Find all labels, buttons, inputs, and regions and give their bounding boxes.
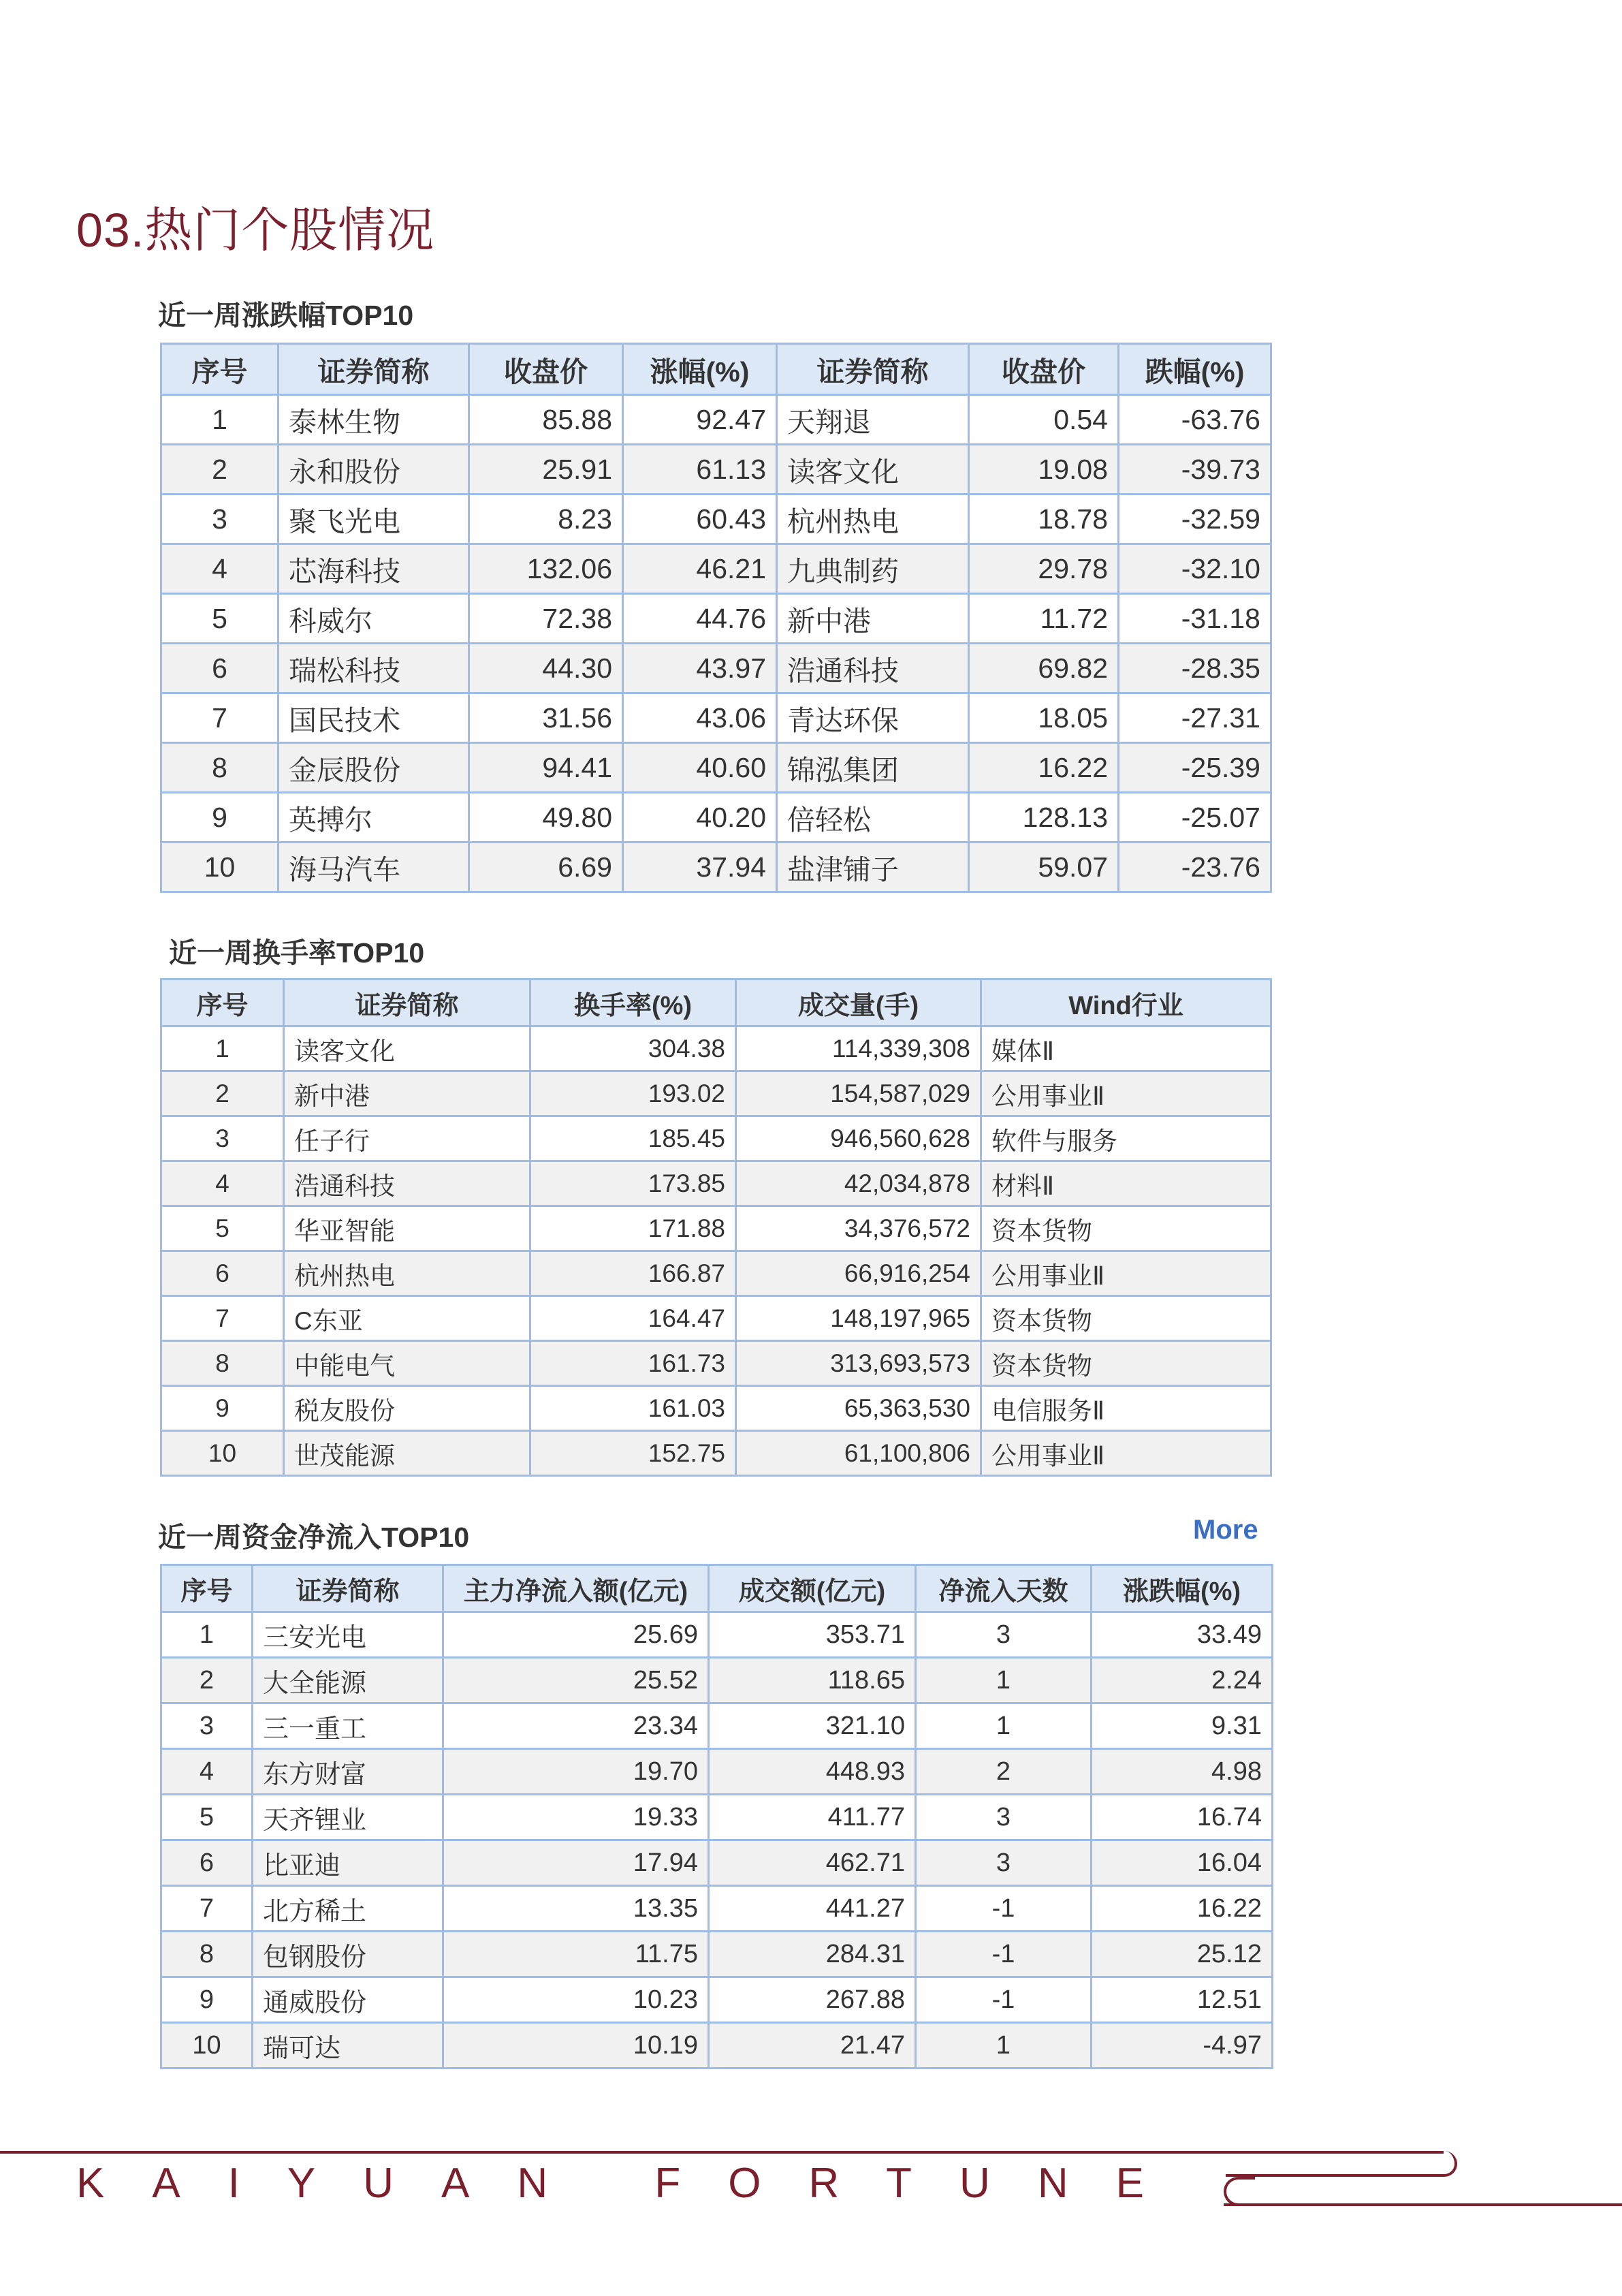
net-inflow-table [160,1564,1273,2069]
table-cell: 6 [161,644,279,693]
table-cell: 94.41 [469,743,623,793]
table-cell: 7 [161,1296,284,1341]
column-header: 序号 [161,1565,253,1612]
table-cell: 2 [161,1071,284,1116]
table-cell: 6 [161,1840,253,1886]
table-cell: 25.52 [443,1658,709,1703]
table-cell: 5 [161,594,279,644]
table-cell: 软件与服务 [981,1116,1271,1161]
stock-name-link[interactable]: 天翔退 [777,395,969,445]
stock-name-link[interactable]: 科威尔 [279,594,469,644]
table-cell: 23.34 [443,1703,709,1749]
footer-ornament-cap [1224,2177,1255,2206]
table-row [161,1206,1271,1251]
table-row [161,1977,1273,2023]
table-cell: 114,339,308 [736,1026,981,1071]
table-cell: 9.31 [1092,1703,1273,1749]
table-cell: 284.31 [709,1932,916,1977]
table-row [161,1026,1271,1071]
table-cell: -31.18 [1119,594,1271,644]
table-row [161,1341,1271,1386]
table-cell: 16.74 [1092,1795,1273,1840]
table-cell: 462.71 [709,1840,916,1886]
table-cell: 154,587,029 [736,1071,981,1116]
stock-name-link[interactable]: 金辰股份 [279,743,469,793]
table-cell: 1 [161,395,279,445]
table-cell: 40.60 [623,743,777,793]
table-cell: 128.13 [969,793,1119,843]
table-cell: 132.06 [469,544,623,594]
column-header: 证券简称 [253,1565,443,1612]
table-cell: 13.35 [443,1886,709,1932]
table-cell: 16.22 [969,743,1119,793]
table-cell: 8 [161,1932,253,1977]
table-cell: 19.70 [443,1749,709,1795]
table-cell: 148,197,965 [736,1296,981,1341]
table-cell: 33.49 [1092,1612,1273,1658]
stock-name-link[interactable]: 三安光电 [253,1612,443,1658]
table-cell: 25.69 [443,1612,709,1658]
stock-name-link[interactable]: 盐津铺子 [777,843,969,892]
table-row [161,1795,1273,1840]
table-row [161,1431,1271,1476]
table-cell: 49.80 [469,793,623,843]
table-cell: 4 [161,544,279,594]
table-cell: 3 [916,1612,1092,1658]
table-cell: 173.85 [530,1161,736,1206]
stock-name-link[interactable]: 读客文化 [777,445,969,494]
table-row [161,594,1271,644]
table-row [161,1386,1271,1431]
table-cell: 电信服务Ⅱ [981,1386,1271,1431]
table-row [161,445,1271,494]
column-header: 证券简称 [777,344,969,395]
footer-rule-lower [1224,2203,1622,2206]
column-header: 涨跌幅(%) [1092,1565,1273,1612]
stock-name-link[interactable]: 包钢股份 [253,1932,443,1977]
table-cell: 2 [161,445,279,494]
table-row [161,395,1271,445]
table-cell: -39.73 [1119,445,1271,494]
stock-name-link[interactable]: 英搏尔 [279,793,469,843]
column-header: 主力净流入额(亿元) [443,1565,709,1612]
table-cell: 34,376,572 [736,1206,981,1251]
table-cell: 19.33 [443,1795,709,1840]
table-cell: 3 [161,1703,253,1749]
table-cell: 8.23 [469,494,623,544]
table-cell: -4.97 [1092,2023,1273,2069]
table-cell: 31.56 [469,693,623,743]
table-cell: -32.10 [1119,544,1271,594]
table-cell: 18.78 [969,494,1119,544]
stock-name-link[interactable]: 华亚智能 [284,1206,530,1251]
table-cell: 18.05 [969,693,1119,743]
table-cell: 1 [161,1026,284,1071]
table-cell: 19.08 [969,445,1119,494]
table-cell: 85.88 [469,395,623,445]
table-cell: 353.71 [709,1612,916,1658]
column-header: 净流入天数 [916,1565,1092,1612]
table-cell: 1 [161,1612,253,1658]
table-cell: 10.19 [443,2023,709,2069]
table-cell: 69.82 [969,644,1119,693]
table-title-net-inflow: 近一周资金净流入TOP10 [158,1522,470,1553]
table-cell: -1 [916,1932,1092,1977]
table-cell: 2 [916,1749,1092,1795]
table-cell: 4 [161,1749,253,1795]
table-cell: 16.04 [1092,1840,1273,1886]
stock-name-link[interactable]: 天齐锂业 [253,1795,443,1840]
table-cell: 40.20 [623,793,777,843]
stock-name-link[interactable]: 杭州热电 [777,494,969,544]
stock-name-link[interactable]: 瑞松科技 [279,644,469,693]
stock-name-link[interactable]: 国民技术 [279,693,469,743]
table-cell: 185.45 [530,1116,736,1161]
footer-ornament [1226,2151,1457,2177]
column-header: 换手率(%) [530,979,736,1026]
table-cell: 46.21 [623,544,777,594]
table-row [161,1749,1273,1795]
table-cell: 61,100,806 [736,1431,981,1476]
table-cell: 7 [161,693,279,743]
table-row [161,1296,1271,1341]
table-row [161,1161,1271,1206]
table-cell: 43.06 [623,693,777,743]
table-cell: 161.03 [530,1386,736,1431]
table-cell: 3 [916,1795,1092,1840]
table-cell: 171.88 [530,1206,736,1251]
table-cell: 1 [916,1658,1092,1703]
table-cell: 11.75 [443,1932,709,1977]
table-cell: 3 [161,494,279,544]
table-cell: 37.94 [623,843,777,892]
table-row [161,1071,1271,1116]
stock-name-link[interactable]: 大全能源 [253,1658,443,1703]
column-header: 证券简称 [279,344,469,395]
table-title-turnover: 近一周换手率TOP10 [169,937,425,969]
page-heading: 03.热门个股情况 [76,204,435,257]
table-cell: -63.76 [1119,395,1271,445]
table-row [161,743,1271,793]
stock-name-link[interactable]: 杭州热电 [284,1251,530,1296]
table-cell: 9 [161,1977,253,2023]
stock-name-link[interactable]: 北方稀土 [253,1886,443,1932]
table-cell: -32.59 [1119,494,1271,544]
stock-name-link[interactable]: 浩通科技 [777,644,969,693]
table-row [161,1932,1273,1977]
table-cell: 4 [161,1161,284,1206]
table-cell: 12.51 [1092,1977,1273,2023]
table-cell: 448.93 [709,1749,916,1795]
table-cell: 60.43 [623,494,777,544]
table-row [161,1116,1271,1161]
table-row [161,1251,1271,1296]
footer-brand: KAIYUAN FORTUNE [76,2160,1192,2207]
table-cell: 43.97 [623,644,777,693]
table-cell: 2 [161,1658,253,1703]
table-cell: 4.98 [1092,1749,1273,1795]
table-cell: 193.02 [530,1071,736,1116]
table-row [161,1886,1273,1932]
table-cell: 66,916,254 [736,1251,981,1296]
stock-name-link[interactable]: 倍轻松 [777,793,969,843]
column-header: 序号 [161,344,279,395]
table-cell: 3 [916,1840,1092,1886]
stock-name-link[interactable]: 比亚迪 [253,1840,443,1886]
table-cell: 313,693,573 [736,1341,981,1386]
table-cell: 152.75 [530,1431,736,1476]
stock-name-link[interactable]: 世茂能源 [284,1431,530,1476]
column-header: 成交额(亿元) [709,1565,916,1612]
table-cell: 10.23 [443,1977,709,2023]
table-cell: 61.13 [623,445,777,494]
table-header-row [161,979,1271,1026]
stock-name-link[interactable]: 任子行 [284,1116,530,1161]
stock-name-link[interactable]: 聚飞光电 [279,494,469,544]
stock-name-link[interactable]: 芯海科技 [279,544,469,594]
table-cell: 17.94 [443,1840,709,1886]
table-row [161,1612,1273,1658]
table-cell: 65,363,530 [736,1386,981,1431]
table-cell: 6 [161,1251,284,1296]
stock-name-link[interactable]: 新中港 [777,594,969,644]
column-header: 成交量(手) [736,979,981,1026]
table-cell: 16.22 [1092,1886,1273,1932]
table-cell: 8 [161,743,279,793]
table-cell: 公用事业Ⅱ [981,1431,1271,1476]
table-cell: 321.10 [709,1703,916,1749]
table-cell: 9 [161,793,279,843]
stock-name-link[interactable]: C东亚 [284,1296,530,1341]
table-header-row [161,344,1271,395]
turnover-table [160,978,1272,1477]
table-row [161,1840,1273,1886]
stock-name-link[interactable]: 通威股份 [253,1977,443,2023]
table-cell: 11.72 [969,594,1119,644]
stock-name-link[interactable]: 中能电气 [284,1341,530,1386]
table-cell: 441.27 [709,1886,916,1932]
table-cell: 92.47 [623,395,777,445]
column-header: 跌幅(%) [1119,344,1271,395]
table-cell: 媒体Ⅱ [981,1026,1271,1071]
table-cell: 72.38 [469,594,623,644]
table-cell: -23.76 [1119,843,1271,892]
table-row [161,1703,1273,1749]
table-row [161,693,1271,743]
table-cell: 267.88 [709,1977,916,2023]
column-header: 证券简称 [284,979,530,1026]
table-cell: 资本货物 [981,1296,1271,1341]
table-cell: 304.38 [530,1026,736,1071]
table-cell: 材料Ⅱ [981,1161,1271,1206]
column-header: 收盘价 [969,344,1119,395]
column-header: 序号 [161,979,284,1026]
stock-name-link[interactable]: 新中港 [284,1071,530,1116]
stock-name-link[interactable]: 东方财富 [253,1749,443,1795]
table-row [161,1658,1273,1703]
column-header: 涨幅(%) [623,344,777,395]
table-cell: 5 [161,1795,253,1840]
stock-name-link[interactable]: 三一重工 [253,1703,443,1749]
table-row [161,644,1271,693]
table-cell: 8 [161,1341,284,1386]
stock-name-link[interactable]: 浩通科技 [284,1161,530,1206]
table-cell: 6.69 [469,843,623,892]
table-cell: 资本货物 [981,1206,1271,1251]
table-cell: -25.07 [1119,793,1271,843]
stock-name-link[interactable]: 海马汽车 [279,843,469,892]
table-cell: -27.31 [1119,693,1271,743]
stock-name-link[interactable]: 泰林生物 [279,395,469,445]
table-cell: 0.54 [969,395,1119,445]
table-cell: 5 [161,1206,284,1251]
stock-name-link[interactable]: 永和股份 [279,445,469,494]
table-row [161,2023,1273,2069]
table-cell: 161.73 [530,1341,736,1386]
table-cell: 59.07 [969,843,1119,892]
column-header: Wind行业 [981,979,1271,1026]
table-header-row [161,1565,1273,1612]
price-change-table [160,343,1272,893]
stock-name-link[interactable]: 读客文化 [284,1026,530,1071]
table-cell: -25.39 [1119,743,1271,793]
table-cell: -28.35 [1119,644,1271,693]
stock-name-link[interactable]: 锦泓集团 [777,743,969,793]
table-cell: 10 [161,843,279,892]
table-cell: -1 [916,1886,1092,1932]
table-cell: 1 [916,2023,1092,2069]
table-cell: 1 [916,1703,1092,1749]
stock-name-link[interactable]: 瑞可达 [253,2023,443,2069]
table-cell: 3 [161,1116,284,1161]
stock-name-link[interactable]: 九典制药 [777,544,969,594]
column-header: 收盘价 [469,344,623,395]
table-cell: 资本货物 [981,1341,1271,1386]
table-cell: 公用事业Ⅱ [981,1251,1271,1296]
table-row [161,793,1271,843]
table-row [161,544,1271,594]
table-cell: 42,034,878 [736,1161,981,1206]
table-cell: 公用事业Ⅱ [981,1071,1271,1116]
table-cell: 2.24 [1092,1658,1273,1703]
stock-name-link[interactable]: 税友股份 [284,1386,530,1431]
table-row [161,494,1271,544]
table-cell: 44.30 [469,644,623,693]
table-cell: 946,560,628 [736,1116,981,1161]
table-title-price-change: 近一周涨跌幅TOP10 [158,300,414,331]
table-cell: 25.91 [469,445,623,494]
table-cell: 21.47 [709,2023,916,2069]
table-row [161,843,1271,892]
table-cell: 7 [161,1886,253,1932]
table-cell: 164.47 [530,1296,736,1341]
table-cell: 25.12 [1092,1932,1273,1977]
table-cell: 44.76 [623,594,777,644]
table-cell: 411.77 [709,1795,916,1840]
table-cell: 166.87 [530,1251,736,1296]
more-link[interactable]: More [1193,1515,1258,1545]
table-cell: 118.65 [709,1658,916,1703]
table-cell: 9 [161,1386,284,1431]
table-cell: 29.78 [969,544,1119,594]
table-cell: 10 [161,1431,284,1476]
table-cell: 10 [161,2023,253,2069]
table-cell: -1 [916,1977,1092,2023]
stock-name-link[interactable]: 青达环保 [777,693,969,743]
